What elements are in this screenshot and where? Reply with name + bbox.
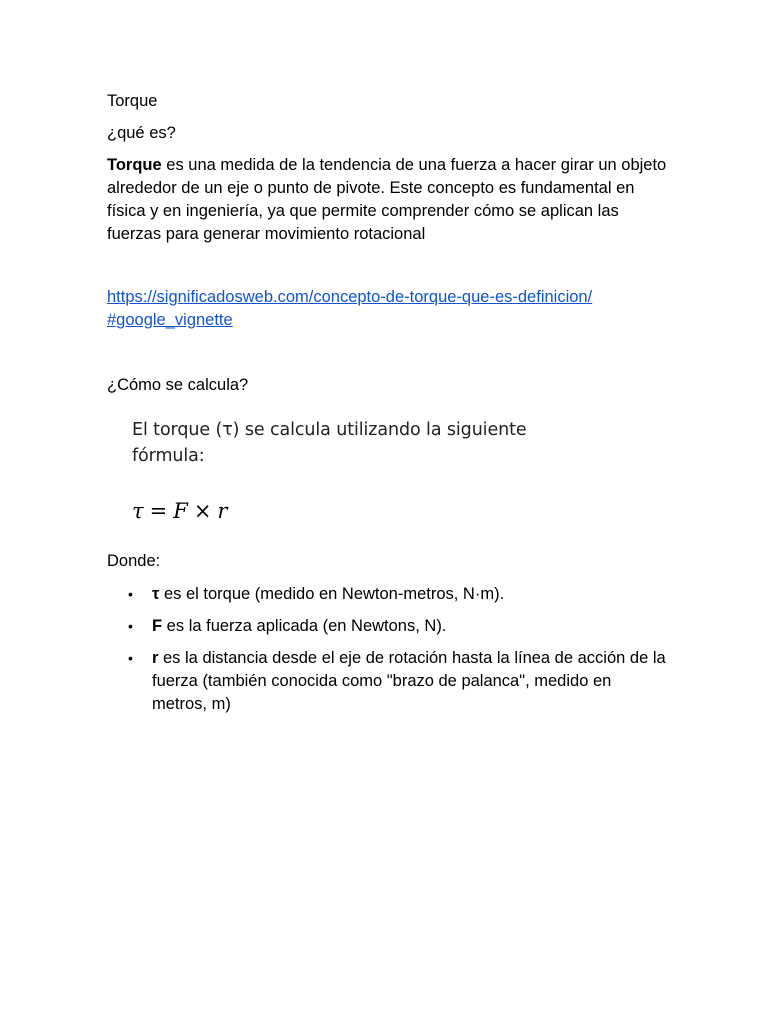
definition-symbol: F bbox=[152, 617, 163, 635]
definition-item-tau bbox=[107, 583, 667, 606]
bullet-icon: • bbox=[128, 586, 133, 602]
source-link-line-1[interactable]: https://significadosweb.com/concepto-de-torque-que-es-definicion/ bbox=[107, 288, 593, 306]
document-title: Torque bbox=[107, 92, 158, 110]
torque-formula bbox=[132, 497, 602, 525]
definition-item-force bbox=[107, 615, 667, 638]
bullet-icon: • bbox=[128, 650, 133, 666]
intro-text: es una medida de la tendencia de una fuerza a hacer girar un objeto alrededor de un eje o punto de pivote. Este concepto es fundamental en física y en ingeniería, ya que permite comprender cómo se aplican las fuerzas para generar movimiento rotacional bbox=[107, 156, 667, 243]
donde-label: Donde: bbox=[107, 552, 161, 570]
document-page bbox=[107, 90, 667, 725]
formula-times: × bbox=[193, 499, 212, 523]
formula-force: F bbox=[173, 499, 188, 523]
question-heading: ¿qué es? bbox=[107, 124, 176, 142]
intro-paragraph bbox=[107, 154, 667, 246]
formula-equals: = bbox=[149, 499, 168, 523]
intro-term: Torque bbox=[107, 156, 162, 174]
bullet-icon: • bbox=[128, 618, 133, 634]
formula-tau: τ bbox=[132, 499, 144, 523]
formula-image bbox=[132, 417, 602, 525]
formula-radius: r bbox=[217, 499, 228, 523]
definition-text: es el torque (medido en Newton-metros, N·m). bbox=[159, 585, 505, 603]
source-link[interactable] bbox=[107, 286, 667, 332]
definition-symbol: τ bbox=[152, 585, 160, 603]
definition-symbol: r bbox=[152, 649, 159, 667]
definitions-list bbox=[107, 583, 667, 716]
source-link-line-2[interactable]: #google_vignette bbox=[107, 311, 233, 329]
definition-text: es la fuerza aplicada (en Newtons, N). bbox=[162, 617, 447, 635]
calculation-heading: ¿Cómo se calcula? bbox=[107, 376, 249, 394]
definition-item-radius bbox=[107, 647, 667, 716]
formula-intro-text: El torque (τ) se calcula utilizando la siguiente fórmula: bbox=[132, 420, 527, 466]
definition-text: es la distancia desde el eje de rotación hasta la línea de acción de la fuerza (también conocida como "brazo de palanca", medido en metros, m) bbox=[152, 649, 666, 713]
